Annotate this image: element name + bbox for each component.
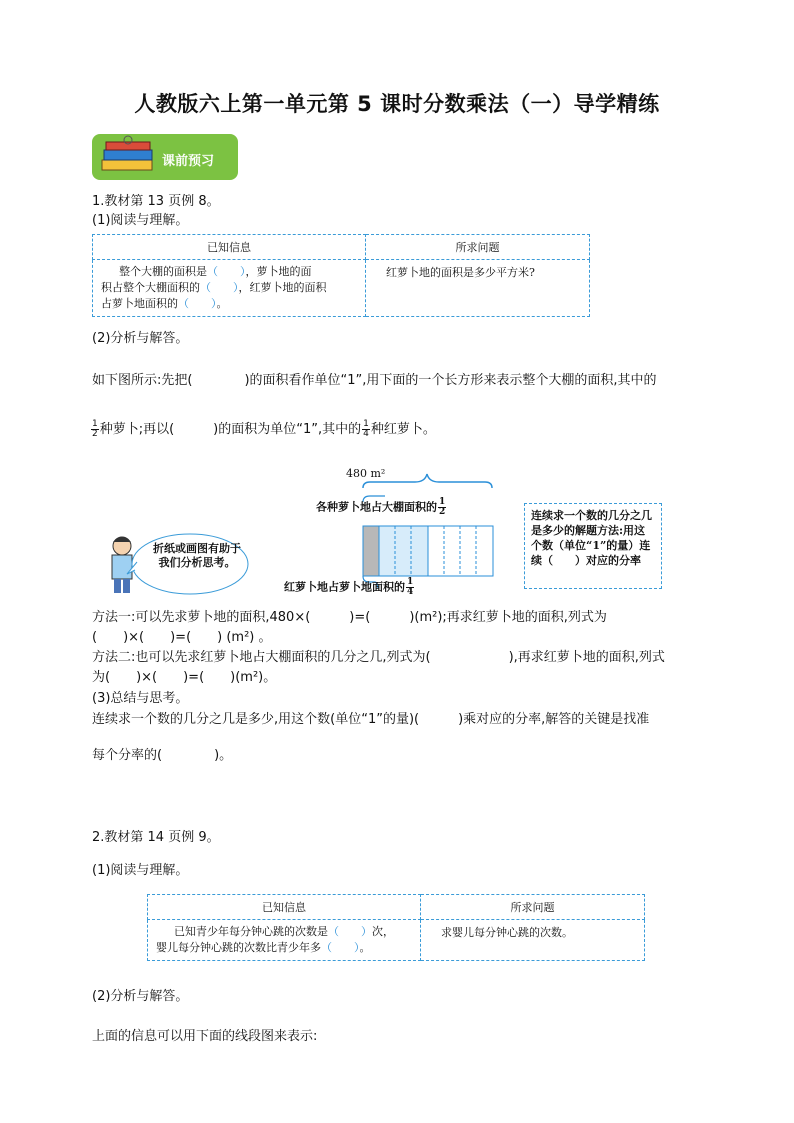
q2-heading: 2.教材第 14 页例 9。 — [92, 830, 220, 845]
q2-blank[interactable]: （ ） — [321, 941, 360, 954]
fraction-quarter: $\frac{1}{4}$ — [363, 419, 369, 439]
q1-method1-line2: ( )×( )=( ) (m²) 。 — [92, 630, 272, 645]
q2-ask-header: 所求问题 — [421, 895, 645, 920]
q1-method2-line1: 方法二:也可以先求红萝卜地占大棚面积的几分之几,列式为( ),再求红萝卜地的面积,列式 — [92, 650, 665, 665]
q1-read-label: (1)阅读与理解。 — [92, 213, 189, 228]
q2-blank[interactable]: （ ） — [328, 925, 372, 938]
speech-bubble-text: 折纸或画图有助于我们分析思考。 — [153, 542, 241, 569]
q1-summary-line2: 每个分率的( )。 — [92, 748, 233, 763]
q2-known-header: 已知信息 — [148, 895, 421, 920]
q1-ask-header: 所求问题 — [366, 235, 590, 260]
q1-summary-line1: 连续求一个数的几分之几是多少,用这个数(单位“1”的量)( )乘对应的分率,解答的关键是找准 — [92, 712, 650, 727]
q1-method2-line2: 为( )×( )=( )(m²)。 — [92, 670, 277, 685]
diagram-total-label: 480 m² — [346, 467, 386, 480]
fraction-half: $\frac{1}{2}$ — [92, 419, 98, 439]
q2-known-cell: 已知青少年每分钟心跳的次数是（ ）次， 婴儿每分钟心跳的次数比青少年多（ ）。 — [148, 920, 421, 961]
method-note: 连续求一个数的几分之几是多少的解题方法:用这个数（单位“1”的量）连续（ ）对应的分率 — [524, 503, 662, 589]
q2-line1: 上面的信息可以用下面的线段图来表示: — [92, 1029, 318, 1044]
q2-info-table — [147, 894, 645, 961]
q1-blank[interactable]: （ ） — [200, 281, 239, 294]
page-title: 人教版六上第一单元第 5 课时分数乘法（一）导学精练 — [134, 92, 660, 116]
q1-ask-cell: 红萝卜地的面积是多少平方米? — [366, 260, 590, 317]
q1-info-table — [92, 234, 590, 317]
q1-known-cell: 整个大棚的面积是（ ），萝卜地的面 积占整个大棚面积的（ ），红萝卜地的面积 占萝卜地面积的（ ）。 — [93, 260, 366, 317]
q1-blank[interactable]: （ ） — [178, 297, 217, 310]
q1-analyze-label: (2)分析与解答。 — [92, 331, 189, 346]
q1-line2: $\frac{1}{2}$ 种萝卜;再以( )的面积为单位“1”,其中的 $\frac{1}{4}$ 种红萝卜。 — [92, 419, 436, 439]
q1-heading: 1.教材第 13 页例 8。 — [92, 194, 220, 209]
q1-known-header: 已知信息 — [93, 235, 366, 260]
q1-blank[interactable]: （ ） — [207, 265, 246, 278]
section-badge-label: 课前预习 — [162, 154, 215, 169]
q2-analyze-label: (2)分析与解答。 — [92, 989, 189, 1004]
q1-line1: 如下图所示:先把( )的面积看作单位“1”,用下面的一个长方形来表示整个大棚的面积,其中的 — [92, 373, 657, 388]
q1-summary-label: (3)总结与思考。 — [92, 691, 189, 706]
diagram-top-label: 各种萝卜地占大棚面积的 $\frac{1}{2}$ — [316, 497, 446, 517]
q1-method1-line1: 方法一:可以先求萝卜地的面积,480×( )=( )(m²);再求红萝卜地的面积,列式为 — [92, 610, 607, 625]
q2-read-label: (1)阅读与理解。 — [92, 863, 189, 878]
q2-ask-cell: 求婴儿每分钟心跳的次数。 — [421, 920, 645, 961]
diagram-bottom-label: 红萝卜地占萝卜地面积的 $\frac{1}{4}$ — [284, 577, 414, 597]
